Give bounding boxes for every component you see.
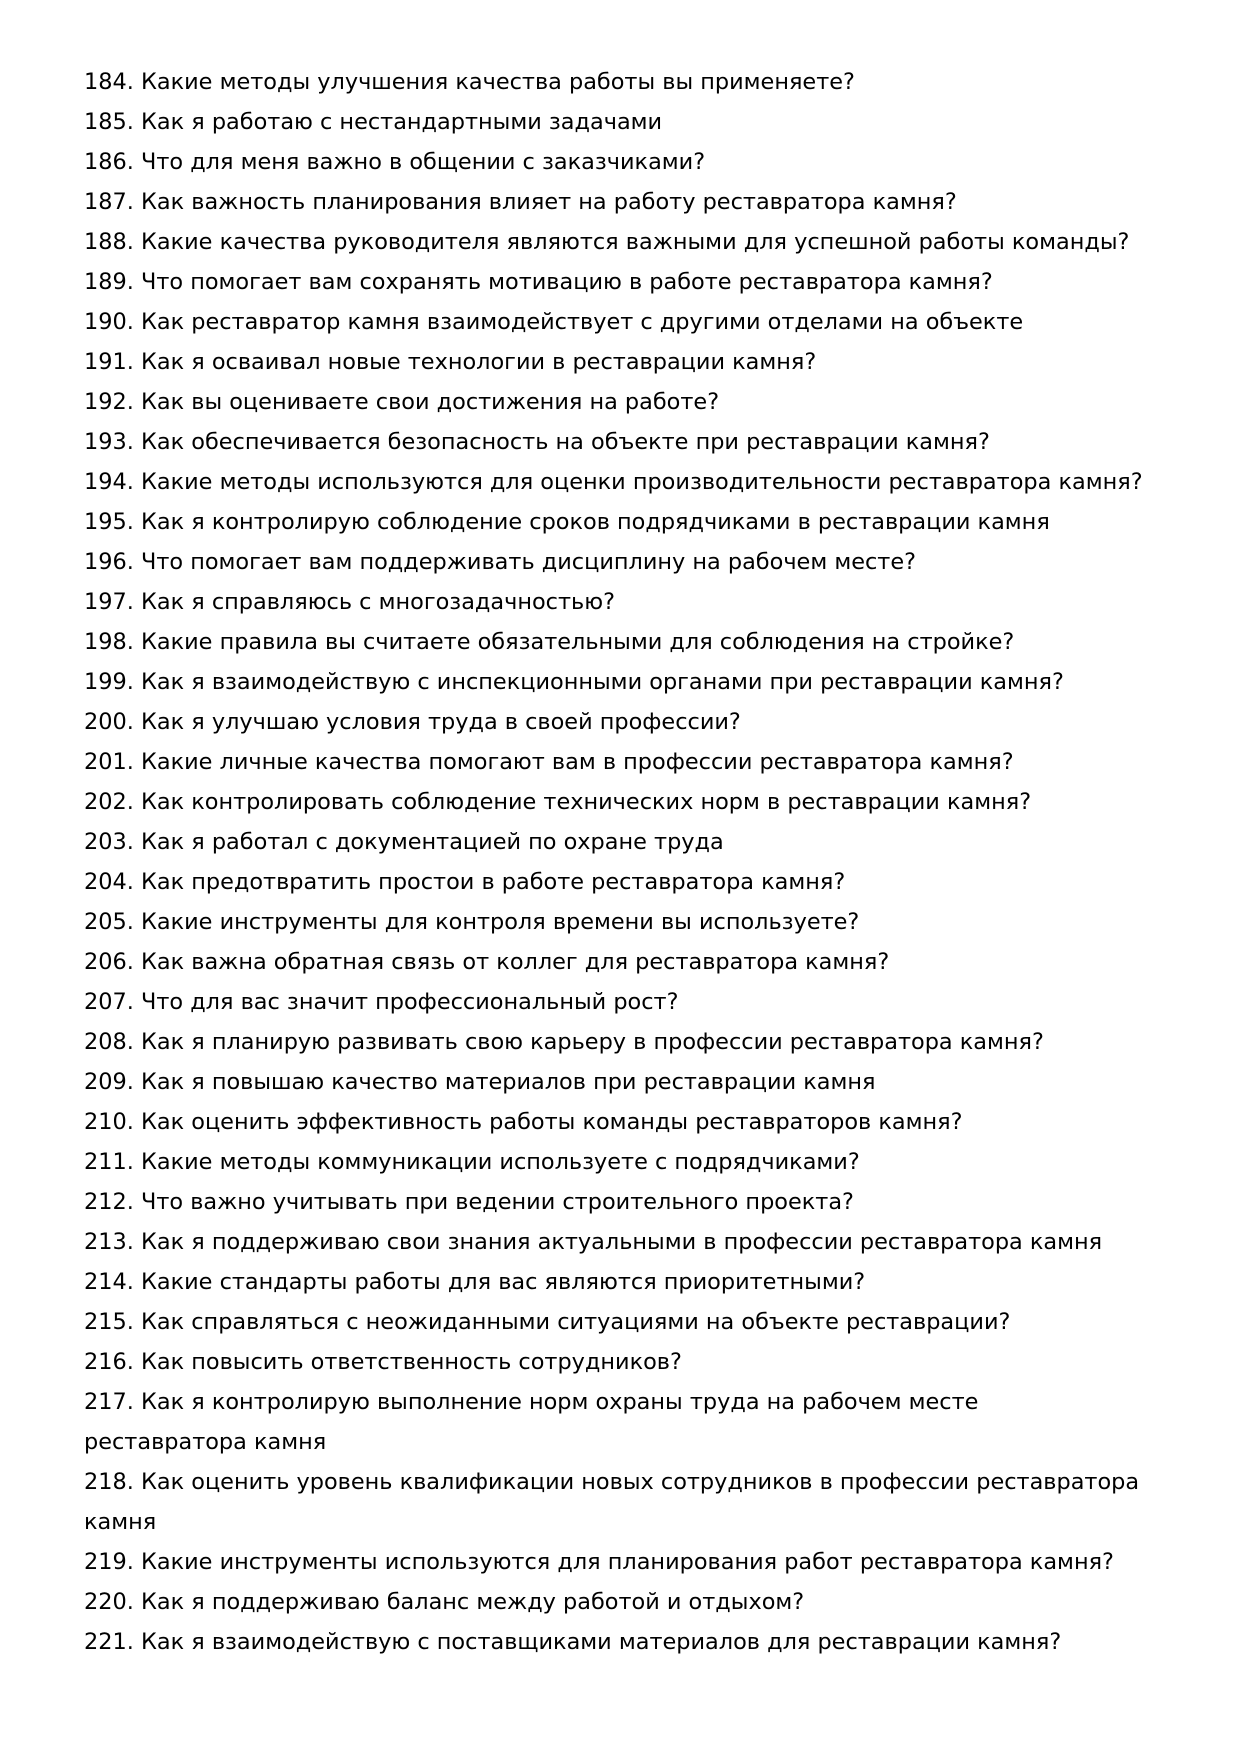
question-number: 184. xyxy=(84,69,134,95)
question-text: Какие инструменты для контроля времени вы используете? xyxy=(140,909,860,935)
question-text: Как я повышаю качество материалов при реставрации камня xyxy=(140,1069,876,1095)
list-item xyxy=(84,1382,1144,1462)
question-text: Что помогает вам сохранять мотивацию в работе реставратора камня? xyxy=(140,269,993,295)
question-text: Как оценить эффективность работы команды реставраторов камня? xyxy=(140,1109,963,1135)
question-text: Как повысить ответственность сотрудников? xyxy=(140,1349,682,1375)
list-item xyxy=(84,502,1144,542)
question-text: Какие стандарты работы для вас являются приоритетными? xyxy=(140,1269,866,1295)
list-item xyxy=(84,902,1144,942)
list-item xyxy=(84,862,1144,902)
question-number: 188. xyxy=(84,229,134,255)
list-item xyxy=(84,1062,1144,1102)
question-number: 190. xyxy=(84,309,134,335)
question-number: 210. xyxy=(84,1109,134,1135)
list-item xyxy=(84,1342,1144,1382)
question-text: Как вы оцениваете свои достижения на работе? xyxy=(140,389,720,415)
question-number: 207. xyxy=(84,989,134,1015)
question-text: Как реставратор камня взаимодействует с другими отделами на объекте xyxy=(140,309,1024,335)
question-list xyxy=(84,62,1144,1662)
question-number: 212. xyxy=(84,1189,134,1215)
list-item xyxy=(84,942,1144,982)
question-number: 218. xyxy=(84,1469,134,1495)
question-text: Как я осваивал новые технологии в реставрации камня? xyxy=(140,349,817,375)
question-text: Как предотвратить простои в работе реставратора камня? xyxy=(140,869,846,895)
question-text: Как я планирую развивать свою карьеру в профессии реставратора камня? xyxy=(140,1029,1044,1055)
question-number: 215. xyxy=(84,1309,134,1335)
list-item xyxy=(84,822,1144,862)
question-number: 191. xyxy=(84,349,134,375)
question-number: 206. xyxy=(84,949,134,975)
question-text: Какие методы улучшения качества работы вы применяете? xyxy=(140,69,855,95)
question-text: Как я поддерживаю свои знания актуальными в профессии реставратора камня xyxy=(140,1229,1103,1255)
question-text: Что помогает вам поддерживать дисциплину на рабочем месте? xyxy=(140,549,917,575)
list-item xyxy=(84,582,1144,622)
list-item xyxy=(84,1102,1144,1142)
question-text: Что для меня важно в общении с заказчиками? xyxy=(140,149,706,175)
question-number: 208. xyxy=(84,1029,134,1055)
question-number: 219. xyxy=(84,1549,134,1575)
question-text: Как контролировать соблюдение технических норм в реставрации камня? xyxy=(140,789,1032,815)
question-number: 200. xyxy=(84,709,134,735)
question-number: 186. xyxy=(84,149,134,175)
question-number: 199. xyxy=(84,669,134,695)
list-item xyxy=(84,1622,1144,1662)
question-number: 194. xyxy=(84,469,134,495)
question-text: Что важно учитывать при ведении строительного проекта? xyxy=(140,1189,854,1215)
question-text: Как я взаимодействую с инспекционными органами при реставрации камня? xyxy=(140,669,1064,695)
question-text: Как я улучшаю условия труда в своей профессии? xyxy=(140,709,741,735)
list-item xyxy=(84,982,1144,1022)
question-number: 196. xyxy=(84,549,134,575)
list-item xyxy=(84,422,1144,462)
question-number: 201. xyxy=(84,749,134,775)
question-text: Как я контролирую выполнение норм охраны труда на рабочем месте реставратора камня xyxy=(84,1389,979,1455)
list-item xyxy=(84,1542,1144,1582)
question-text: Как справляться с неожиданными ситуациями на объекте реставрации? xyxy=(140,1309,1011,1335)
list-item xyxy=(84,262,1144,302)
question-number: 209. xyxy=(84,1069,134,1095)
list-item xyxy=(84,142,1144,182)
list-item xyxy=(84,102,1144,142)
question-text: Как я работал с документацией по охране труда xyxy=(140,829,724,855)
list-item xyxy=(84,1462,1144,1542)
question-number: 204. xyxy=(84,869,134,895)
question-text: Как я работаю с нестандартными задачами xyxy=(140,109,663,135)
question-number: 198. xyxy=(84,629,134,655)
list-item xyxy=(84,702,1144,742)
list-item xyxy=(84,302,1144,342)
question-text: Как важность планирования влияет на работу реставратора камня? xyxy=(140,189,957,215)
question-text: Как оценить уровень квалификации новых сотрудников в профессии реставратора камня xyxy=(84,1469,1140,1535)
list-item xyxy=(84,742,1144,782)
list-item xyxy=(84,1022,1144,1062)
question-text: Как я взаимодействую с поставщиками материалов для реставрации камня? xyxy=(140,1629,1062,1655)
question-number: 193. xyxy=(84,429,134,455)
question-text: Как обеспечивается безопасность на объекте при реставрации камня? xyxy=(140,429,990,455)
list-item xyxy=(84,342,1144,382)
question-number: 187. xyxy=(84,189,134,215)
question-number: 185. xyxy=(84,109,134,135)
question-number: 203. xyxy=(84,829,134,855)
question-text: Как я справляюсь с многозадачностью? xyxy=(140,589,615,615)
list-item xyxy=(84,542,1144,582)
list-item xyxy=(84,1222,1144,1262)
question-number: 189. xyxy=(84,269,134,295)
list-item xyxy=(84,1142,1144,1182)
question-number: 220. xyxy=(84,1589,134,1615)
list-item xyxy=(84,1582,1144,1622)
list-item xyxy=(84,782,1144,822)
question-number: 211. xyxy=(84,1149,134,1175)
question-text: Какие правила вы считаете обязательными для соблюдения на стройке? xyxy=(140,629,1015,655)
list-item xyxy=(84,222,1144,262)
question-number: 213. xyxy=(84,1229,134,1255)
question-text: Какие личные качества помогают вам в профессии реставратора камня? xyxy=(140,749,1014,775)
list-item xyxy=(84,662,1144,702)
question-text: Как важна обратная связь от коллег для реставратора камня? xyxy=(140,949,890,975)
list-item xyxy=(84,462,1144,502)
list-item xyxy=(84,382,1144,422)
list-item xyxy=(84,1182,1144,1222)
question-number: 202. xyxy=(84,789,134,815)
question-text: Как я контролирую соблюдение сроков подрядчиками в реставрации камня xyxy=(140,509,1050,535)
question-text: Какие инструменты используются для планирования работ реставратора камня? xyxy=(140,1549,1114,1575)
question-number: 217. xyxy=(84,1389,134,1415)
question-text: Как я поддерживаю баланс между работой и отдыхом? xyxy=(140,1589,805,1615)
list-item xyxy=(84,622,1144,662)
list-item xyxy=(84,62,1144,102)
question-number: 214. xyxy=(84,1269,134,1295)
question-number: 195. xyxy=(84,509,134,535)
list-item xyxy=(84,182,1144,222)
question-text: Какие методы коммуникации используете с подрядчиками? xyxy=(140,1149,860,1175)
list-item xyxy=(84,1262,1144,1302)
list-item xyxy=(84,1302,1144,1342)
question-number: 221. xyxy=(84,1629,134,1655)
question-number: 197. xyxy=(84,589,134,615)
question-number: 205. xyxy=(84,909,134,935)
question-number: 216. xyxy=(84,1349,134,1375)
question-text: Что для вас значит профессиональный рост? xyxy=(140,989,679,1015)
question-text: Какие качества руководителя являются важными для успешной работы команды? xyxy=(140,229,1130,255)
question-number: 192. xyxy=(84,389,134,415)
question-text: Какие методы используются для оценки производительности реставратора камня? xyxy=(140,469,1143,495)
